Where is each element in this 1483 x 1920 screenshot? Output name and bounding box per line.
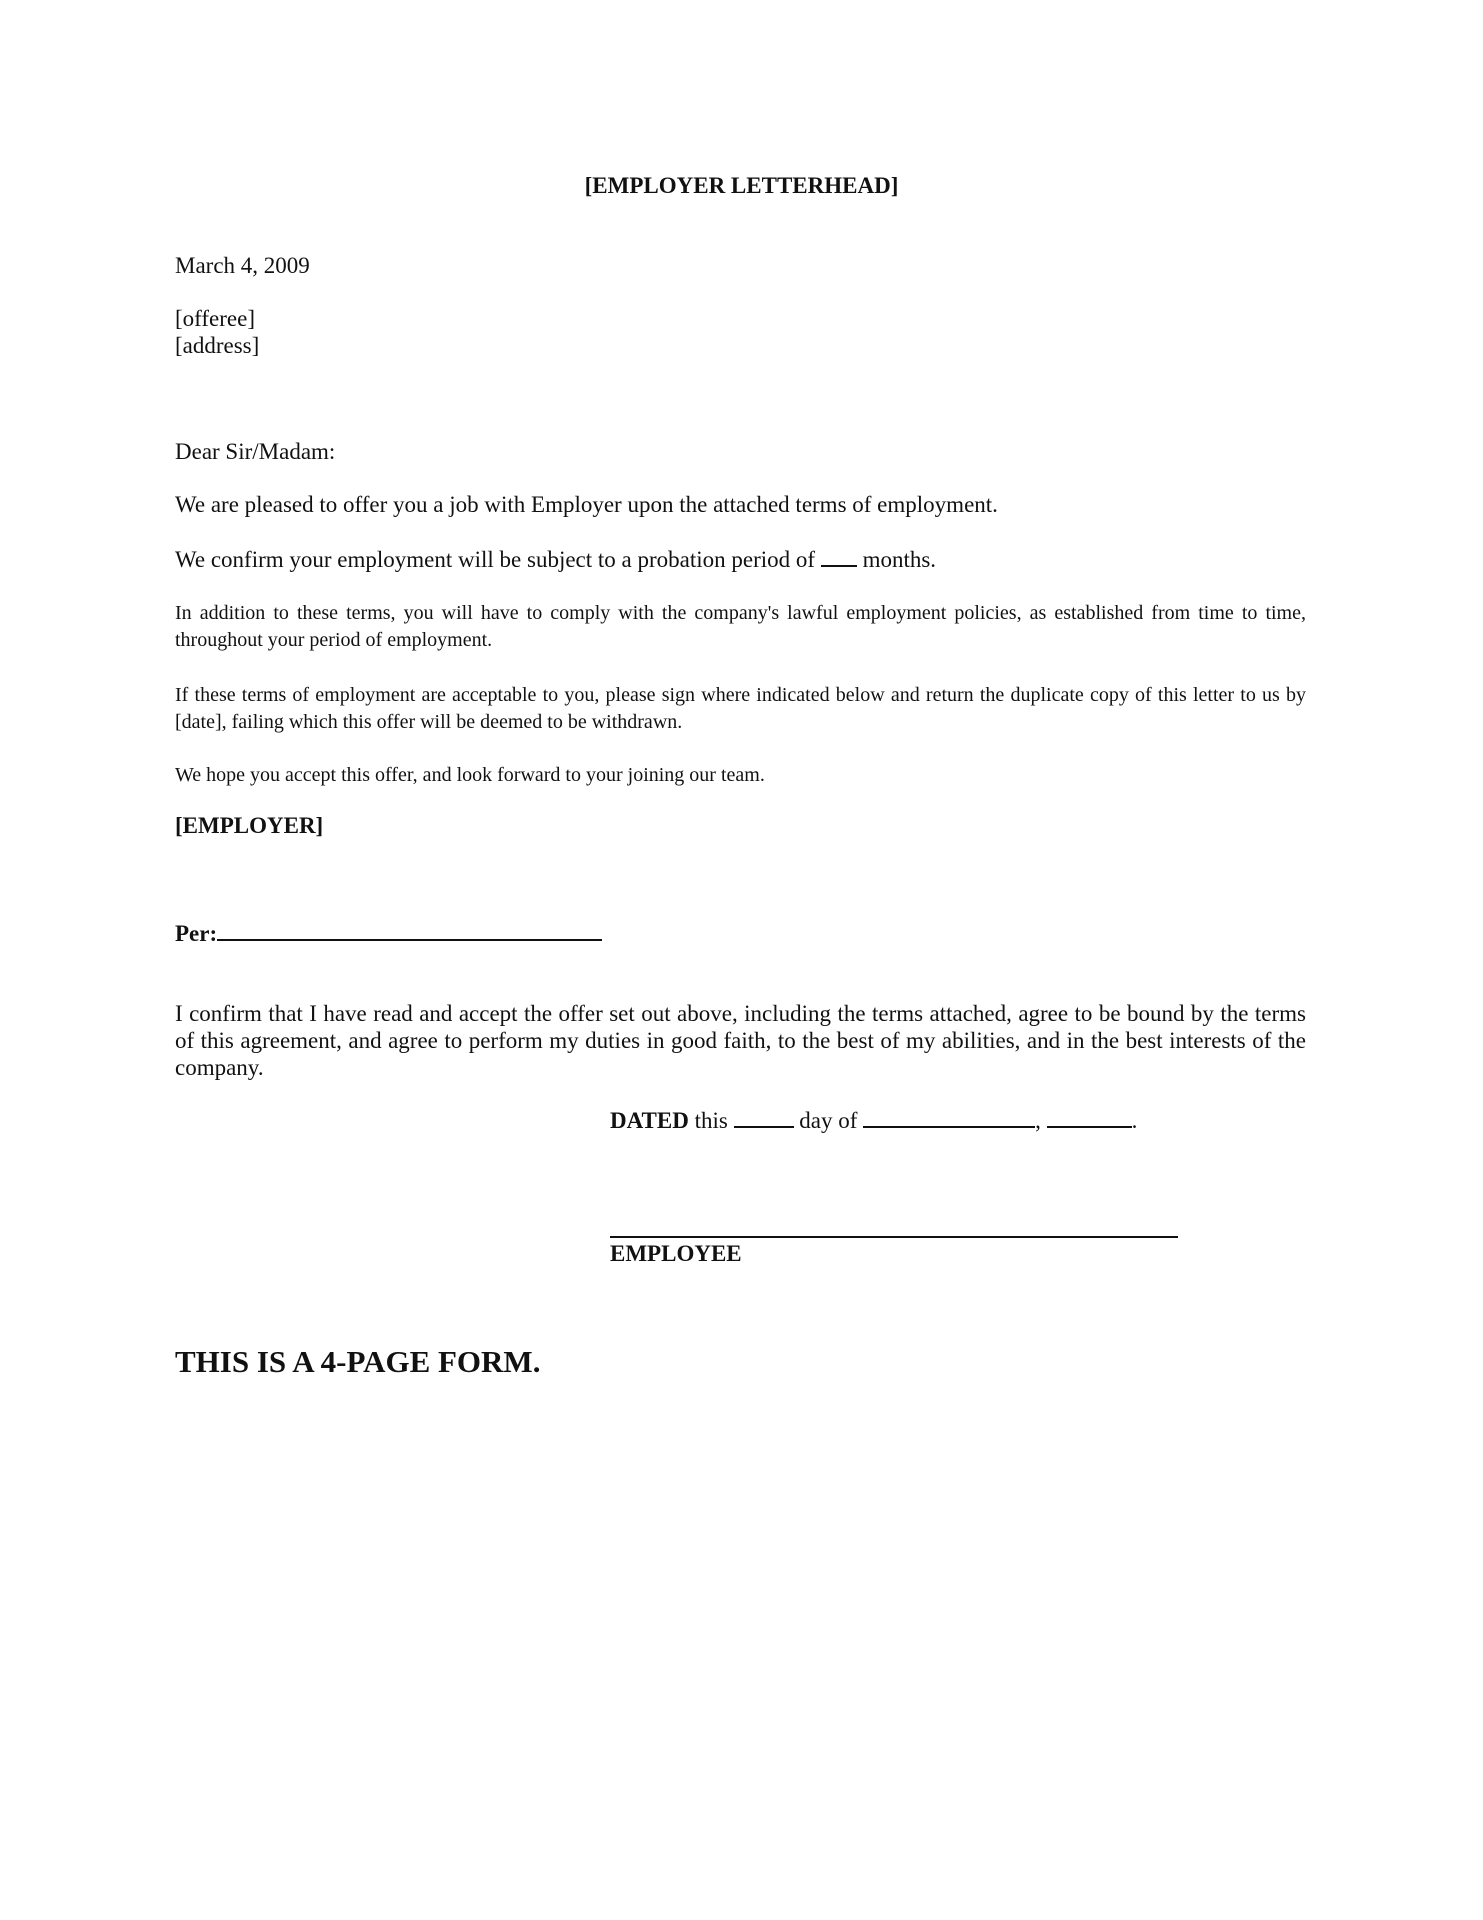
dated-line [610, 1107, 1137, 1134]
offeree-placeholder: [offeree] [175, 306, 256, 331]
probation-paragraph [175, 546, 936, 573]
salutation: Dear Sir/Madam: [175, 439, 336, 464]
month-blank[interactable] [863, 1125, 1035, 1128]
probation-months-label: months. [862, 547, 937, 572]
employee-label: EMPLOYEE [610, 1241, 742, 1266]
offer-paragraph: We are pleased to offer you a job with Employer upon the attached terms of employment. [175, 492, 998, 517]
probation-text: We confirm your employment will be subject to a probation period of [175, 547, 816, 572]
day-of-label: day of [799, 1108, 858, 1133]
address-placeholder: [address] [175, 333, 260, 358]
employee-confirmation-paragraph: I confirm that I have read and accept the offer set out above, including the terms attached, agree to be bound by the terms of this agreement, and agree to perform my duties in good faith, to the best of my abilities, and in the best interests of the company. [175, 1001, 1306, 1080]
employer-signature-label: [EMPLOYER] [175, 813, 324, 838]
employee-signature-line[interactable] [610, 1236, 1178, 1238]
dated-label: DATED [610, 1108, 689, 1133]
day-blank[interactable] [734, 1125, 794, 1128]
letter-date: March 4, 2009 [175, 253, 310, 278]
dated-period: . [1131, 1108, 1138, 1133]
per-signature-blank[interactable] [217, 938, 602, 941]
policies-paragraph: In addition to these terms, you will have to comply with the company's lawful employment policies, as established from time to time, throughout your period of employment. [175, 602, 1306, 651]
dated-comma: , [1035, 1108, 1041, 1133]
acceptance-paragraph: If these terms of employment are acceptable to you, please sign where indicated below and return the duplicate copy of this letter to us by [date], failing which this offer will be deemed to be withdrawn. [175, 684, 1306, 733]
year-blank[interactable] [1047, 1125, 1132, 1128]
probation-months-blank[interactable] [821, 564, 857, 567]
dated-this-label: this [694, 1108, 728, 1133]
letterhead-title: [EMPLOYER LETTERHEAD] [584, 173, 899, 198]
per-label: Per: [175, 921, 218, 946]
page-count-notice: THIS IS A 4-PAGE FORM. [175, 1344, 541, 1379]
closing-paragraph: We hope you accept this offer, and look forward to your joining our team. [175, 764, 765, 786]
per-signature-line [175, 920, 602, 947]
